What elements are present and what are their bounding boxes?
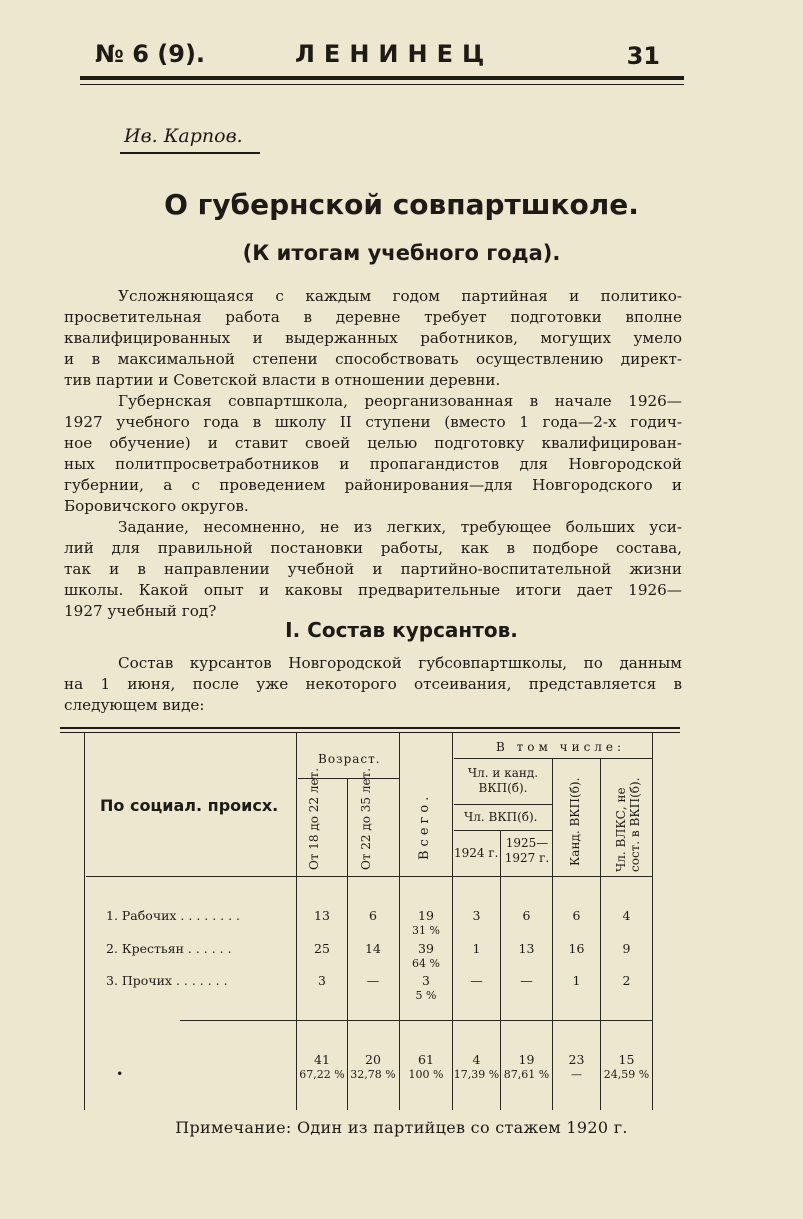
table-top-rule-thin [60,732,680,733]
issue-number: № 6 (9). [95,40,206,68]
running-header [95,40,660,74]
table-head-1924: 1924 г. [454,846,499,860]
table-cell: — [520,973,533,988]
table-head-age: Возраст. [318,752,381,766]
article-title: О губернской совпартшколе. [164,188,639,221]
table-border [84,733,85,1110]
section-line: следующем виде: [64,696,205,714]
table-border [296,733,297,1110]
total-cell-pct: 32,78 % [350,1068,396,1081]
section-line: Состав курсантов Новгородской губсовпартшколы, по данным [118,654,682,672]
article-author: Ив. Карпов. [124,125,243,147]
table-cell: 6 [369,908,377,923]
body-line: так и в направлении учебной и партийно-воспитательной жизни [64,560,682,578]
table-note: Примечание: Один из партийцев со стажем 1920 г. [175,1118,628,1137]
section-line: на 1 июня, после уже некоторого отсеивания, представляется в [64,675,682,693]
total-cell-pct: 67,22 % [299,1068,345,1081]
table-row-label: 2. Крестьян . . . . . . [106,941,232,956]
table-cell: 19 [418,908,434,923]
body-line: губернии, а с проведением районирования—для Новгородского и [64,476,682,494]
body-line: Губернская совпартшкола, реорганизованная в начале 1926— [118,392,682,410]
body-line: Усложняющаяся с каждым годом партийная и политико- [118,287,682,305]
table-cell: 6 [522,908,531,923]
table-cell: 25 [314,941,330,956]
author-underline [120,152,260,154]
table-head-age-22-35: От 22 до 35 лет. [359,767,373,870]
table-border [454,830,552,831]
page-number: 31 [626,42,660,70]
table-row-label: 1. Рабочих . . . . . . . . [106,908,241,923]
total-cell: 23 [568,1052,585,1067]
table-head-members: Чл. ВКП(б). [464,810,538,824]
total-cell-pct: — [571,1068,582,1081]
totals-bullet: • [116,1066,124,1081]
total-cell-pct: 24,59 % [603,1068,650,1081]
total-cell-pct: 100 % [408,1068,444,1081]
table-head-vlksm: Чл. ВЛКС, не сост. в ВКП(б). [614,777,642,872]
total-cell: 20 [365,1052,381,1067]
total-cell: 4 [472,1052,481,1067]
table-border [652,733,653,1110]
body-line: 1927 учебный год? [64,602,217,620]
table-cell: — [366,973,380,988]
table-cell: 3 [318,973,326,988]
table-head-incl: В том числе: [496,740,626,754]
body-line: лий для правильной постановки работы, как в подборе состава, [64,539,682,557]
body-line: ное обучение) и ставит своей целью подготовку квалифицирован- [64,434,682,452]
body-line: 1927 учебного года в школу II ступени (вместо 1 года—2-х годич- [64,413,682,431]
body-line: квалифицированных и выдержанных работников, могущих умело [64,329,682,347]
body-line: ных политпросветработников и пропагандистов для Новгородской [64,455,682,473]
table-head-cand: Канд. ВКП(б). [568,777,582,866]
table-border [454,804,552,805]
table-head-members-cand: Чл. и канд. ВКП(б). [467,766,539,795]
header-rule [80,76,684,80]
table-top-rule [60,727,680,729]
table-cell: 16 [568,941,585,956]
total-cell: 61 [418,1052,434,1067]
body-line: и в максимальной степени способствовать осуществлению директ- [64,350,682,368]
total-cell-pct: 17,39 % [453,1068,500,1081]
total-cell: 41 [314,1052,330,1067]
table-cell: 39 [418,941,434,956]
table-cell: 1 [572,973,581,988]
table-cell: 6 [572,908,581,923]
body-line: Задание, несомненно, не из легких, требующее больших уси- [118,518,682,536]
table-cell: 3 [422,973,430,988]
header-rule-thin [80,84,684,85]
table-cell: 2 [622,973,631,988]
table-cell: 14 [365,941,381,956]
body-line: просветительная работа в деревне требует подготовки вполне [64,308,682,326]
table-cell: 13 [314,908,330,923]
table-cell: 13 [518,941,535,956]
table-border [86,876,652,877]
table-cell: 4 [622,908,631,923]
total-cell: 19 [518,1052,535,1067]
table-head-total: Всего. [417,792,432,860]
body-line: тив партии и Советской власти в отношении деревни. [64,371,501,389]
body-line: Боровичского округов. [64,497,249,515]
table-row-label: 3. Прочих . . . . . . . [106,973,228,988]
table-cell-pct: 64 % [412,957,440,970]
table-cell-pct: 31 % [412,924,440,937]
table-cell: 3 [472,908,481,923]
table-border [180,1020,652,1021]
journal-title: ЛЕНИНЕЦ [295,40,494,68]
table-cell: — [470,973,483,988]
total-cell: 15 [618,1052,635,1067]
table-cell: 9 [622,941,631,956]
table-head-age-18-22: От 18 до 22 лет. [307,767,321,870]
table-head-origin: По социал. происх. [100,796,279,815]
table-border [454,758,652,759]
table-cell: 1 [472,941,481,956]
body-line: школы. Какой опыт и каковы предварительные итоги дает 1926— [64,581,682,599]
table-cell-pct: 5 % [415,989,437,1002]
article-subtitle: (К итогам учебного года). [242,241,561,265]
table-head-1925: 1925—1927 г. [504,836,550,865]
total-cell-pct: 87,61 % [503,1068,550,1081]
section-title: I. Состав курсантов. [285,618,518,642]
